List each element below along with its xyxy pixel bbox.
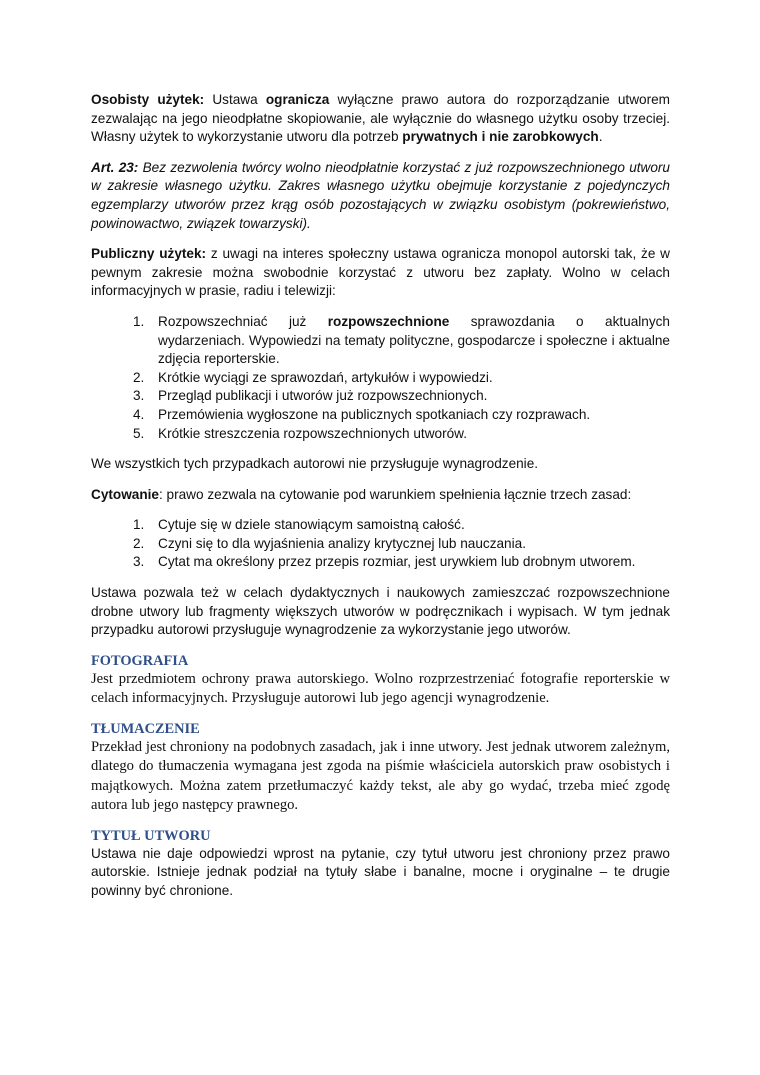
art-23-label: Art. 23: — [91, 159, 139, 175]
list-item: 1. Cytuje się w dziele stanowiącym samoistną całość. — [133, 517, 465, 533]
list-item: 4. Przemówienia wygłoszone na publicznych spotkaniach czy rozprawach. — [133, 406, 591, 422]
list-item: 5. Krótkie streszczenia rozpowszechnionych utworów. — [133, 425, 468, 441]
art-23-paragraph: Art. 23: Bez zezwolenia twórcy wolno nieodpłatnie korzystać z już rozpowszechnionego utworu w zakresie własnego użytku. Zakres własnego użytku obejmuje korzystanie z pojedynczych egzemplarzy utworów przez krąg osób pozostających w związku osobistym (pokrewieństwo, powinowactwo, związek towarzyski). — [91, 159, 670, 231]
list-item: 2. Czyni się to dla wyjaśnienia analizy krytycznej lub nauczania. — [133, 535, 526, 551]
document-body — [91, 91, 670, 913]
cytowanie-paragraph: Cytowanie: prawo zezwala na cytowanie pod warunkiem spełnienia łącznie trzech zasad: — [91, 486, 632, 502]
publiczny-uzytek-list — [91, 313, 670, 443]
tlumaczenie-paragraph: Przekład jest chroniony na podobnych zasadach, jak i inne utwory. Jest jednak utworem zależnym, dlatego do tłumaczenia wymagana jest zgoda na piśmie właściciela autorskich praw osobistych i majątkowych. Można zatem przetłumaczyć każdy tekst, ale aby go wydać, trzeba mieć zgodę autora lub jego następcy prawnego. — [91, 738, 670, 814]
tytul-utworu-heading: TYTUŁ UTWORU — [91, 827, 211, 844]
dydaktyczne-paragraph: Ustawa pozwala też w celach dydaktycznych i naukowych zamieszczać rozpowszechnione drobne utwory lub fragmenty większych utworów w podręcznikach i wypisach. W tym jednak przypadku autorowi przysługuje wynagrodzenie za wykorzystanie jego utworów. — [91, 585, 670, 638]
publiczny-uzytek-paragraph: Publiczny użytek: z uwagi na interes społeczny ustawa ogranicza monopol autorski tak, że w pewnym zakresie można swobodnie korzystać z utworu bez zapłaty. Wolno w celach informacyjnych w prasie, radiu i telewizji: — [91, 246, 670, 299]
list-item: 3. Przegląd publikacji i utworów już rozpowszechnionych. — [133, 388, 488, 404]
osobisty-uzytek-label: Osobisty użytek: — [91, 92, 205, 107]
tlumaczenie-heading: TŁUMACZENIE — [91, 720, 200, 737]
list-item: 3. Cytat ma określony przez przepis rozmiar, jest urywkiem lub drobnym utworem. — [133, 554, 636, 570]
fotografia-paragraph: Jest przedmiotem ochrony prawa autorskiego. Wolno rozprzestrzeniać fotografie reporterskie w celach informacyjnych. Przysługuje autorowi lub jego agencji wynagrodzenie. — [91, 670, 670, 707]
publiczny-uzytek-label: Publiczny użytek: — [91, 246, 207, 262]
list-item: 1. Rozpowszechniać już rozpowszechnione sprawozdania o aktualnych wydarzeniach. Wypowiedzi na tematy polityczne, gospodarcze i społeczne i aktualne zdjęcia reporterskie. — [133, 313, 670, 367]
osobisty-uzytek-paragraph: Osobisty użytek: Ustawa ogranicza wyłączne prawo autora do rozporządzanie utworem zezwalając na jego nieodpłatne skopiowanie, ale wyłącznie do własnego użytku osoby trzeciej. Własny użytek to wykorzystanie utworu dla potrzeb prywatnych i nie zarobkowych. — [91, 92, 670, 145]
tytul-utworu-paragraph: Ustawa nie daje odpowiedzi wprost na pytanie, czy tytuł utworu jest chroniony przez prawo autorskie. Istnieje jednak podział na tytuły słabe i banalne, mocne i oryginalne – te drugie powinny być chronione. — [91, 845, 670, 899]
list-item: 2. Krótkie wyciągi ze sprawozdań, artykułów i wypowiedzi. — [133, 369, 493, 385]
wynagrodzenie-paragraph: We wszystkich tych przypadkach autorowi nie przysługuje wynagrodzenie. — [91, 456, 539, 472]
fotografia-heading: FOTOGRAFIA — [91, 652, 189, 669]
cytowanie-list — [91, 516, 670, 572]
cytowanie-label: Cytowanie — [91, 486, 159, 502]
